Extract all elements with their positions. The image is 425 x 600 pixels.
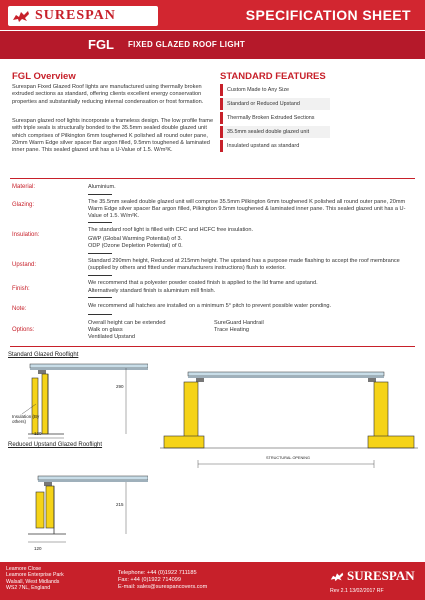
address-line: Leamore Enterprise Park xyxy=(6,572,64,579)
feature-item: 35.5mm sealed double glazed unit xyxy=(220,126,330,138)
dimension-290: 290 xyxy=(116,384,124,389)
separator xyxy=(88,314,112,315)
option-item: Walk on glass xyxy=(88,327,123,333)
features-heading: STANDARD FEATURES xyxy=(220,71,326,82)
structural-opening-label: STRUCTURAL OPENING xyxy=(266,456,310,460)
footer-contact xyxy=(118,570,268,592)
lion-icon xyxy=(12,9,30,23)
finish-label: Finish: xyxy=(12,286,30,292)
standard-section-drawing xyxy=(8,362,148,442)
upstand-value: Standard 290mm height, Reduced at 215mm height. The upstand has a purpose made flashing to accept the roof membrance (supplied by others and fitted under manufacturers instructions) flush to exterior. xyxy=(88,258,400,271)
option-item: Trace Heating xyxy=(214,327,249,333)
email-link[interactable]: E-mail: sales@surespancovers.com xyxy=(118,584,208,591)
revision-info: Rev 2.1 13/02/2017 RF xyxy=(330,588,384,594)
product-name: FIXED GLAZED ROOF LIGHT xyxy=(128,40,246,49)
upstand-label: Upstand: xyxy=(12,262,37,268)
brand-name: SURESPAN xyxy=(35,8,116,23)
feature-item: Standard or Reduced Upstand xyxy=(220,98,330,110)
divider xyxy=(10,346,415,347)
option-item: Overall height can be extended xyxy=(88,320,166,326)
lion-icon xyxy=(330,571,344,582)
finish-value-2: Alternatively standard finish is aluminium mill finish. xyxy=(88,288,216,294)
feature-item: Thermally Broken Extruded Sections xyxy=(220,112,330,124)
product-bar xyxy=(0,31,425,59)
insulation-value-1: The standard roof light is filled with CFC and HCFC free insulation. xyxy=(88,227,254,233)
address-line: Leamore Close xyxy=(6,566,42,572)
options-label: Options: xyxy=(12,327,35,333)
address-line: WS2 7NL, England xyxy=(6,585,51,592)
overview-heading: FGL Overview xyxy=(12,71,76,82)
header-bar xyxy=(0,0,425,30)
footer-address xyxy=(6,566,76,592)
insulation-value-2: GWP (Global Warming Potential) of 3. xyxy=(88,236,183,242)
standard-drawing-title: Standard Glazed Rooflight xyxy=(8,352,79,358)
separator xyxy=(88,222,112,223)
telephone: Telephone: +44 (0)1922 711185 xyxy=(118,570,197,576)
option-item: SureGuard Handrail xyxy=(214,320,264,326)
reduced-drawing-title: Reduced Upstand Glazed Rooflight xyxy=(8,442,103,448)
dimension-120: 120 xyxy=(34,431,42,436)
option-item: Ventilated Upstand xyxy=(88,334,135,340)
insulation-note: Insulation (By others) xyxy=(12,414,40,424)
feature-item: Custom Made to Any Size xyxy=(220,84,330,96)
separator xyxy=(88,253,112,254)
note-value: We recommend all hatches are installed on a minimum 5° pitch to prevent possible water ponding. xyxy=(88,303,332,309)
feature-item: Insulated upstand as standard xyxy=(220,140,330,152)
sheet-title: SPECIFICATION SHEET xyxy=(245,7,411,23)
brand-logo xyxy=(8,6,158,26)
insulation-value-3: ODP (Ozone Depletion Potential) of 0. xyxy=(88,243,183,249)
overview-para-2: Surespan glazed roof lights incorporate a frameless design. The low profile frame with triple seals is structurally bonded to the 35.5mm sealed double glazed unit which comprises of Pilkington 6mm toughened K polished all round outer pane, 20mm Warm Edge silver spacer Bar argon filled, 9.5mm toughened & laminated inner pane. This sealed glazed unit has a U-Value of 1.5. W/m²K. xyxy=(12,118,214,154)
footer-logo xyxy=(330,568,415,584)
glazing-label: Glazing: xyxy=(12,202,35,208)
divider xyxy=(10,178,415,179)
glazing-value: The 35.5mm sealed double glazed unit will comprise 35.5mm Pilkington 6mm toughened K polished all round outer pane, 20mm Warm Edge silver spacer Bar argon filled, Pilkington 9.5mm toughened & laminated inner pane. This sealed glazed unit has a U-Value of 1.5. W/m²K. xyxy=(88,199,406,219)
insulation-label: Insulation: xyxy=(12,232,40,238)
product-code: FGL xyxy=(88,37,114,52)
reduced-section-drawing xyxy=(8,452,148,552)
separator xyxy=(88,194,112,195)
overview-para-1: Surespan Fixed Glazed Roof lights are manufactured using thermally broken extruded sections as standard, offering clients excellent energy conservation properties and substantially reducing internal condensation or frost formation. xyxy=(12,84,204,105)
material-value: Aluminium. xyxy=(88,184,116,190)
separator xyxy=(88,297,112,298)
material-label: Material: xyxy=(12,184,36,190)
footer-brand: SURESPAN xyxy=(347,568,415,583)
address-line: Walsall, West Midlands xyxy=(6,578,60,585)
finish-value-1: We recommend that a polyester powder coated finish is applied to the lid frame and upstand. xyxy=(88,280,318,286)
separator xyxy=(88,275,112,276)
dimension-215: 215 xyxy=(116,502,124,507)
dimension-120: 120 xyxy=(34,546,42,551)
fax: Fax: +44 (0)1922 714099 xyxy=(118,577,181,584)
note-label: Note: xyxy=(12,306,27,312)
